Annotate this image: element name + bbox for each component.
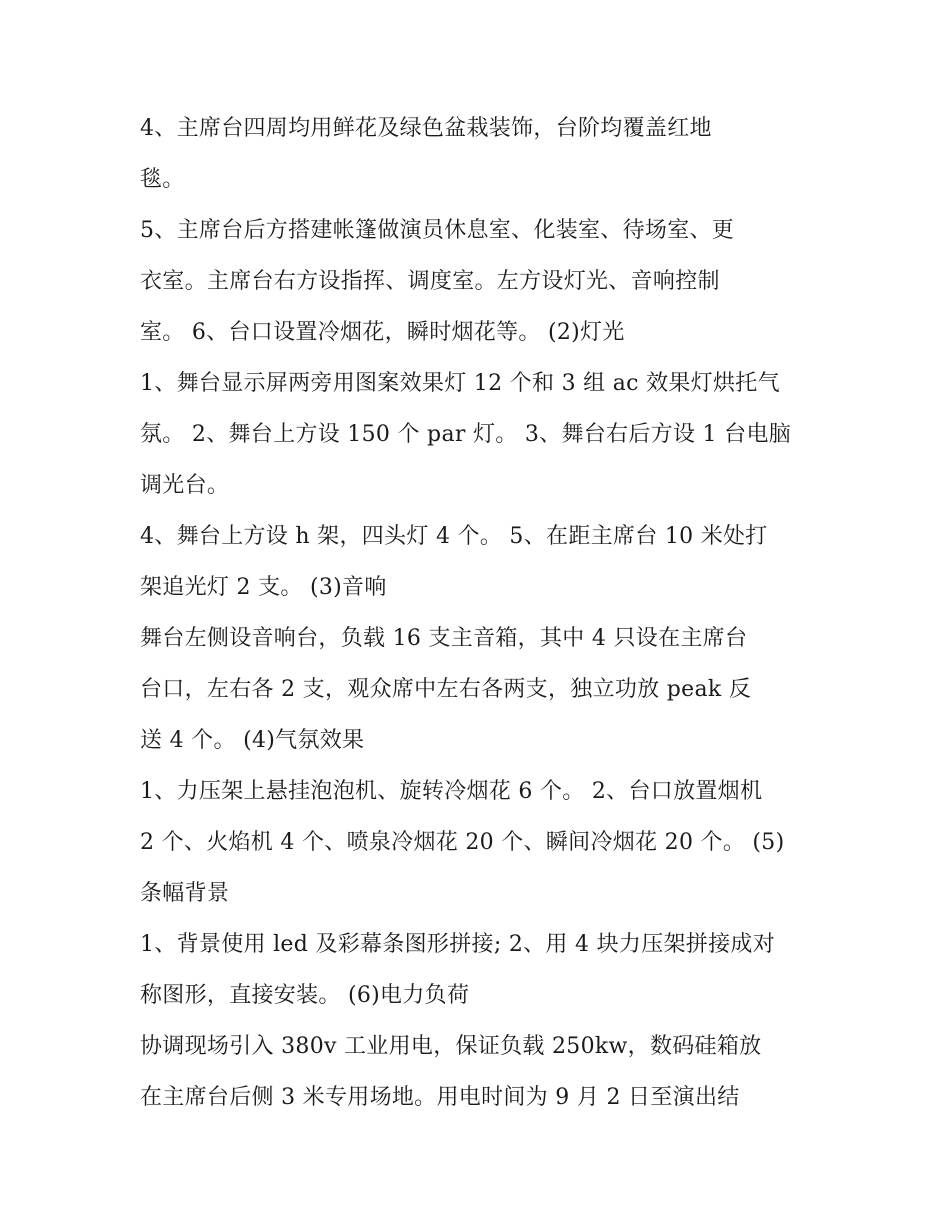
text-line: 台口，左右各 2 支，观众席中左右各两支，独立功放 peak 反	[140, 677, 752, 702]
text-line: 条幅背景	[140, 881, 230, 906]
text-line: 协调现场引入 380v 工业用电，保证负载 250kw，数码硅箱放	[140, 1034, 762, 1059]
text-line: 室。 6、台口设置冷烟花，瞬时烟花等。 (2)灯光	[140, 320, 625, 345]
text-line: 4、主席台四周均用鲜花及绿色盆栽装饰，台阶均覆盖红地	[140, 116, 712, 141]
text-line: 氛。 2、舞台上方设 150 个 par 灯。 3、舞台右后方设 1 台电脑	[140, 422, 792, 447]
text-line: 送 4 个。 (4)气氛效果	[140, 728, 365, 753]
text-line: 2 个、火焰机 4 个、喷泉冷烟花 20 个、瞬间冷烟花 20 个。 (5)	[140, 830, 785, 855]
text-line: 舞台左侧设音响台，负载 16 支主音箱，其中 4 只设在主席台	[140, 626, 748, 651]
text-line: 衣室。主席台右方设指挥、调度室。左方设灯光、音响控制	[140, 269, 720, 294]
text-line: 毯。	[140, 167, 185, 192]
document-body	[140, 103, 820, 1123]
text-line: 4、舞台上方设 h 架，四头灯 4 个。 5、在距主席台 10 米处打	[140, 524, 768, 549]
text-line: 5、主席台后方搭建帐篷做演员休息室、化装室、待场室、更	[140, 218, 735, 243]
text-line: 调光台。	[140, 473, 230, 498]
text-line: 1、背景使用 led 及彩幕条图形拼接; 2、用 4 块力压架拼接成对	[140, 932, 776, 957]
text-line: 架追光灯 2 支。 (3)音响	[140, 575, 387, 600]
text-line: 称图形，直接安装。 (6)电力负荷	[140, 983, 470, 1008]
text-line: 1、力压架上悬挂泡泡机、旋转冷烟花 6 个。 2、台口放置烟机	[140, 779, 763, 804]
text-line: 在主席台后侧 3 米专用场地。用电时间为 9 月 2 日至演出结	[140, 1085, 740, 1110]
text-line: 1、舞台显示屏两旁用图案效果灯 12 个和 3 组 ac 效果灯烘托气	[140, 371, 780, 396]
